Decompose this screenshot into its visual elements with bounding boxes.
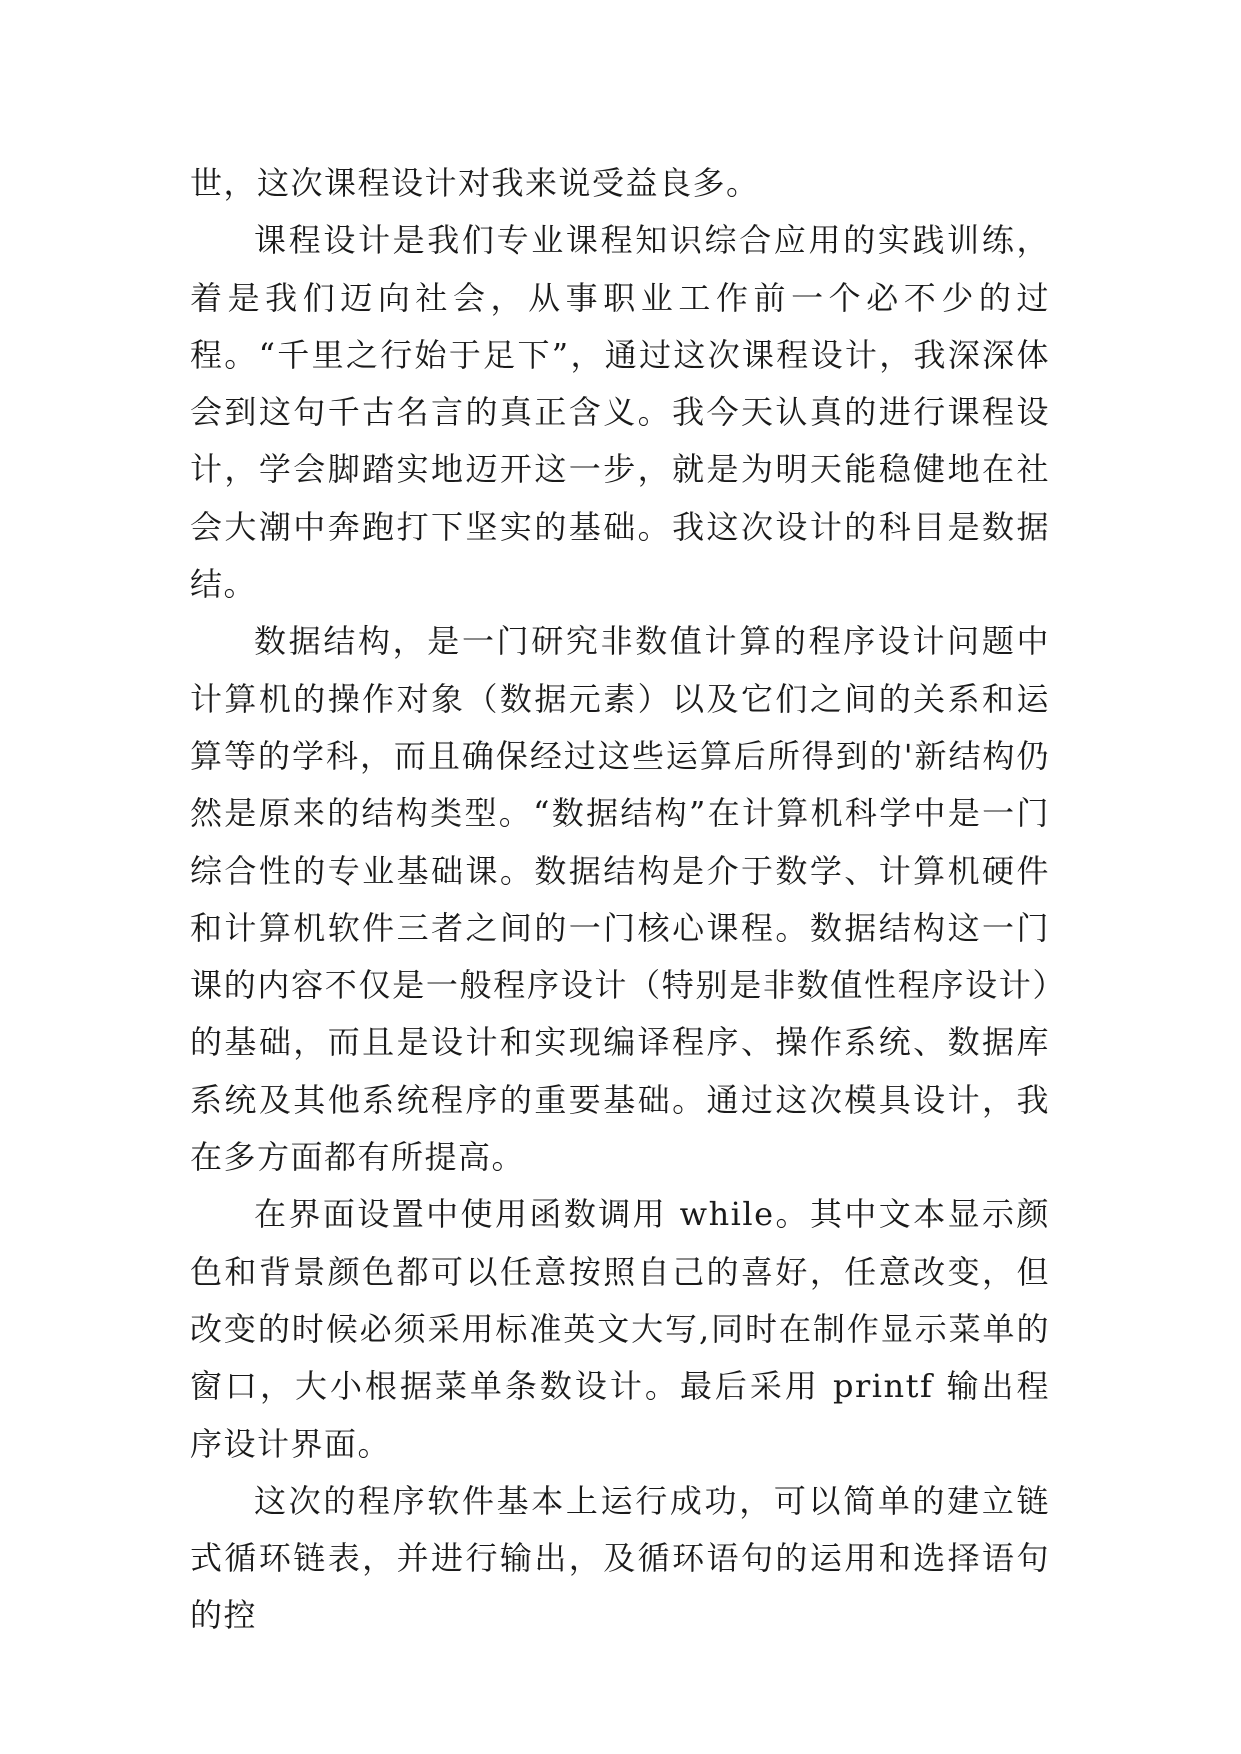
document-body — [190, 155, 1050, 1645]
paragraph-5: 这次的程序软件基本上运行成功，可以简单的建立链式循环链表，并进行输出，及循环语句的运用和选择语句的控 — [190, 1481, 1050, 1635]
paragraph-1: 世，这次课程设计对我来说受益良多。 — [190, 164, 760, 202]
paragraph-2: 课程设计是我们专业课程知识综合应用的实践训练，着是我们迈向社会，从事职业工作前一个必不少的过程。“千里之行始于足下”，通过这次课程设计，我深深体会到这句千古名言的真正含义。我今天认真的进行课程设计，学会脚踏实地迈开这一步，就是为明天能稳健地在社会大潮中奔跑打下坚实的基础。我这次设计的科目是数据结。 — [190, 221, 1050, 604]
paragraph-3: 数据结构，是一门研究非数值计算的程序设计问题中计算机的操作对象（数据元素）以及它们之间的关系和运算等的学科，而且确保经过这些运算后所得到的'新结构仍然是原来的结构类型。“数据结构”在计算机科学中是一门综合性的专业基础课。数据结构是介于数学、计算机硬件和计算机软件三者之间的一门核心课程。数据结构这一门课的内容不仅是一般程序设计（特别是非数值性程序设计）的基础，而且是设计和实现编译程序、操作系统、数据库系统及其他系统程序的重要基础。通过这次模具设计，我在多方面都有所提高。 — [190, 622, 1050, 1177]
paragraph-4: 在界面设置中使用函数调用 while。其中文本显示颜色和背景颜色都可以任意按照自己的喜好，任意改变，但改变的时候必须采用标准英文大写,同时在制作显示菜单的窗口，大小根据菜单条数设计。最后采用 printf 输出程序设计界面。 — [190, 1195, 1050, 1463]
